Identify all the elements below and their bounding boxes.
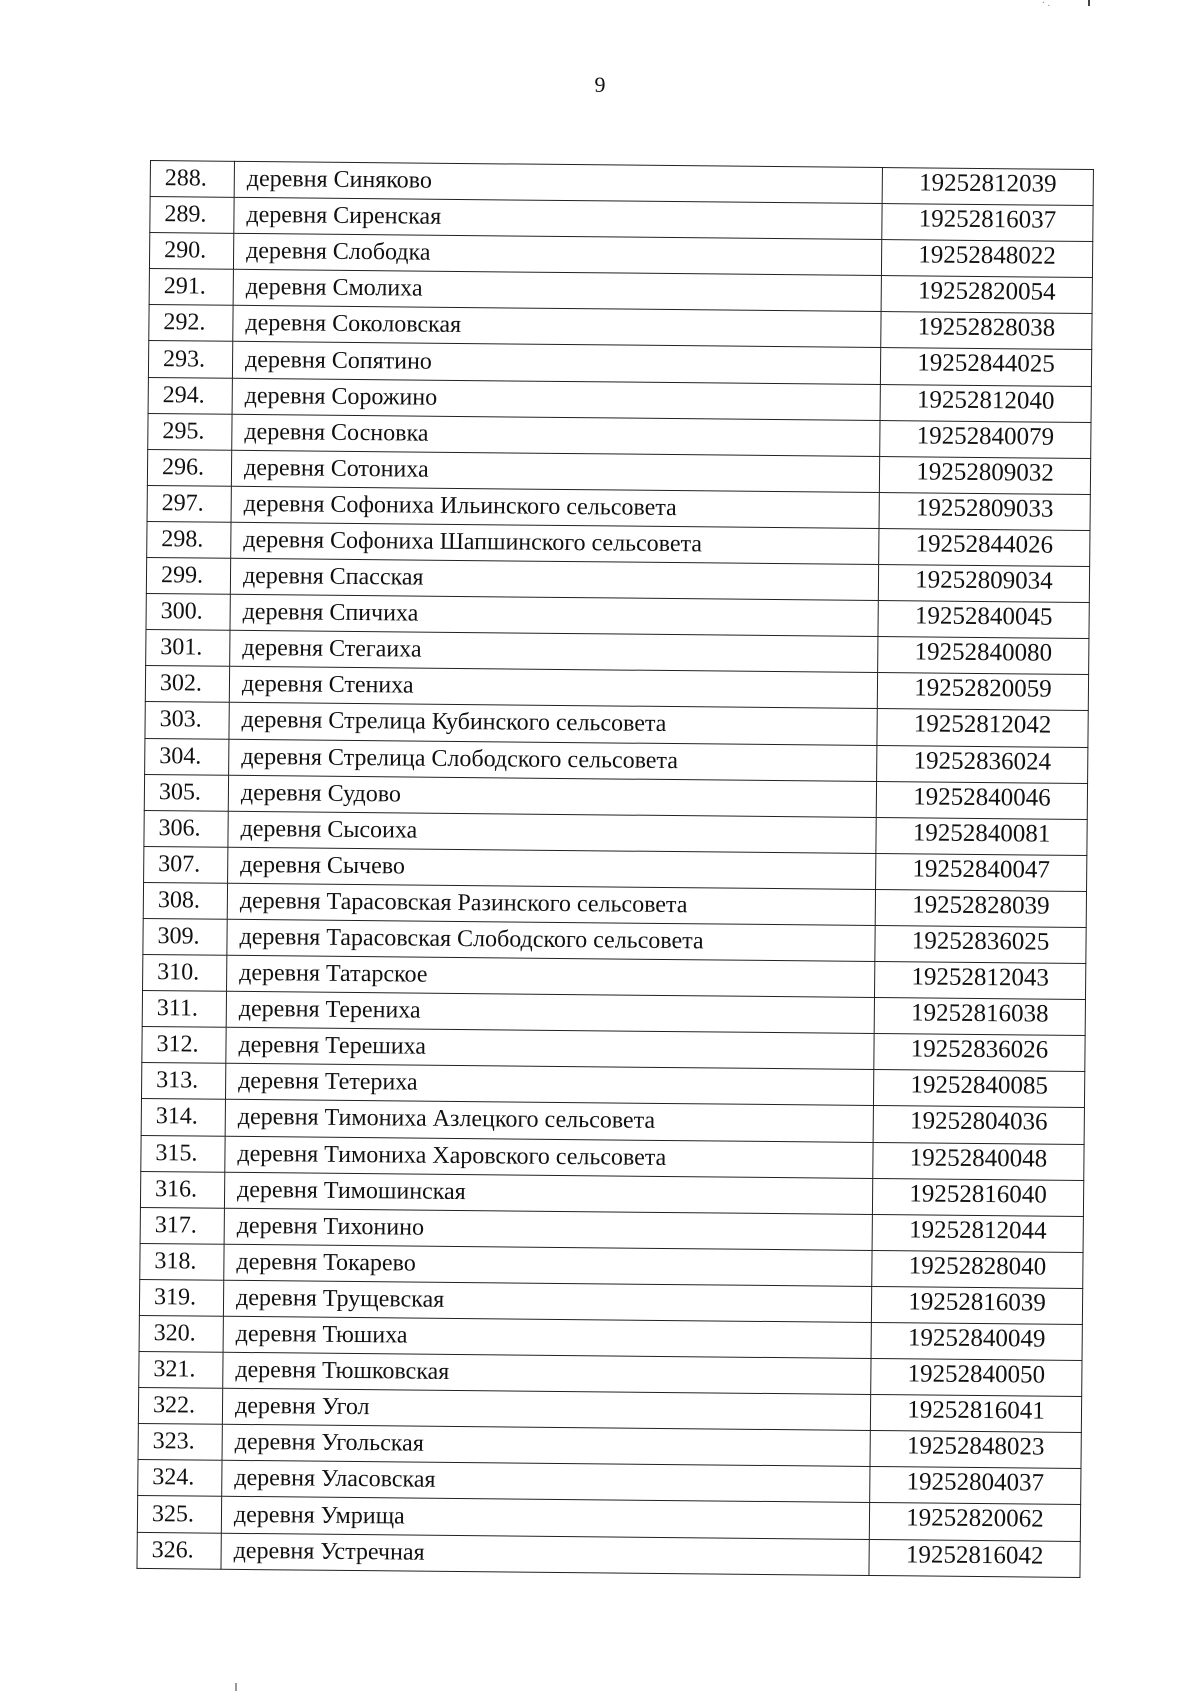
settlement-name: деревня Сысоиха — [228, 811, 876, 853]
row-number: 310. — [143, 955, 227, 992]
row-number: 290. — [149, 233, 233, 270]
row-number: 322. — [138, 1388, 222, 1425]
okato-code: 19252836026 — [874, 1034, 1085, 1072]
settlement-table — [136, 160, 1093, 1578]
row-number: 289. — [150, 197, 234, 234]
row-number: 293. — [148, 341, 232, 378]
settlement-name: деревня Стегаиха — [230, 631, 878, 673]
settlement-name: деревня Смолиха — [233, 270, 881, 312]
okato-code: 19252836024 — [877, 745, 1088, 783]
okato-code: 19252840081 — [876, 817, 1087, 855]
okato-code: 19252828040 — [872, 1250, 1083, 1288]
row-number: 325. — [137, 1496, 221, 1533]
okato-code: 19252848023 — [870, 1431, 1081, 1469]
row-number: 319. — [139, 1279, 223, 1316]
settlement-name: деревня Спичиха — [230, 594, 878, 636]
settlement-name: деревня Токарево — [224, 1244, 872, 1286]
row-number: 299. — [146, 558, 230, 595]
row-number: 302. — [145, 666, 229, 703]
okato-code: 19252816038 — [874, 998, 1085, 1036]
okato-code: 19252804036 — [873, 1106, 1084, 1144]
settlement-name: деревня Синяково — [234, 161, 882, 203]
okato-code: 19252816039 — [871, 1286, 1082, 1324]
settlement-name: деревня Тюшиха — [223, 1316, 871, 1358]
okato-code: 19252840049 — [871, 1322, 1082, 1360]
row-number: 298. — [147, 521, 231, 558]
settlement-name: деревня Соколовская — [233, 306, 881, 348]
okato-code: 19252840080 — [878, 637, 1089, 675]
okato-code: 19252840048 — [873, 1142, 1084, 1180]
settlement-name: деревня Устречная — [221, 1533, 869, 1575]
row-number: 305. — [144, 774, 228, 811]
row-number: 316. — [140, 1171, 224, 1208]
settlement-name: деревня Тюшковская — [223, 1352, 871, 1394]
row-number: 323. — [138, 1424, 222, 1461]
okato-code: 19252804037 — [870, 1467, 1081, 1505]
settlement-name: деревня Терешиха — [226, 1028, 874, 1070]
settlement-name: деревня Умрища — [221, 1497, 869, 1539]
okato-code: 19252844026 — [879, 528, 1090, 566]
okato-code: 19252812043 — [874, 962, 1085, 1000]
okato-code: 19252809034 — [878, 565, 1089, 603]
settlement-name: деревня Судово — [228, 775, 876, 817]
settlement-name: деревня Тарасовская Слободского сельсовета — [227, 919, 875, 961]
edge-mark — [1088, 0, 1090, 6]
row-number: 297. — [147, 485, 231, 522]
row-number: 306. — [144, 810, 228, 847]
row-number: 292. — [149, 305, 233, 342]
okato-code: 19252812044 — [872, 1214, 1083, 1252]
settlement-name: деревня Угол — [222, 1388, 870, 1430]
okato-code: 19252816041 — [870, 1395, 1081, 1433]
settlement-name: деревня Сосновка — [232, 414, 880, 456]
row-number: 311. — [142, 991, 226, 1028]
okato-code: 19252840079 — [880, 420, 1091, 458]
row-number: 324. — [138, 1460, 222, 1497]
okato-code: 19252809032 — [879, 456, 1090, 494]
row-number: 320. — [139, 1315, 223, 1352]
okato-code: 19252848022 — [881, 240, 1092, 278]
okato-code: 19252840047 — [876, 853, 1087, 891]
row-number: 315. — [141, 1135, 225, 1172]
okato-code: 19252836025 — [875, 925, 1086, 963]
okato-code: 19252816037 — [882, 204, 1093, 242]
table-row — [137, 1532, 1080, 1577]
settlement-name: деревня Трущевская — [223, 1280, 871, 1322]
row-number: 321. — [139, 1352, 223, 1389]
okato-code: 19252840046 — [876, 781, 1087, 819]
okato-code: 19252812042 — [877, 709, 1088, 747]
okato-code: 19252820054 — [881, 276, 1092, 314]
okato-code: 19252828038 — [881, 312, 1092, 350]
row-number: 307. — [144, 846, 228, 883]
settlement-name: деревня Уласовская — [222, 1461, 870, 1503]
settlement-name: деревня Спасская — [230, 558, 878, 600]
settlement-name: деревня Стениха — [229, 667, 877, 709]
settlement-name: деревня Софониха Шапшинского сельсовета — [231, 522, 879, 564]
row-number: 304. — [145, 738, 229, 775]
bottom-mark — [235, 1683, 237, 1691]
page-number: 9 — [594, 72, 606, 97]
row-number: 301. — [146, 630, 230, 667]
okato-code: 19252840045 — [878, 601, 1089, 639]
settlement-name: деревня Стрелица Кубинского сельсовета — [229, 703, 877, 745]
settlement-name: деревня Татарское — [227, 955, 875, 997]
row-number: 291. — [149, 269, 233, 306]
settlement-name: деревня Сорожино — [232, 378, 880, 420]
row-number: 300. — [146, 594, 230, 631]
row-number: 294. — [148, 377, 232, 414]
row-number: 317. — [140, 1207, 224, 1244]
settlement-name: деревня Терениха — [226, 991, 874, 1033]
row-number: 296. — [147, 449, 231, 486]
okato-code: 19252840085 — [873, 1070, 1084, 1108]
okato-code: 19252816042 — [869, 1539, 1080, 1577]
row-number: 313. — [141, 1063, 225, 1100]
row-number: 295. — [148, 413, 232, 450]
settlement-name: деревня Сопятино — [232, 342, 880, 384]
settlement-name: деревня Тимониха Азлецкого сельсовета — [225, 1100, 873, 1142]
okato-code: 19252809033 — [879, 492, 1090, 530]
okato-code: 19252812040 — [880, 384, 1091, 422]
settlement-name: деревня Тарасовская Разинского сельсовета — [227, 883, 875, 925]
settlement-name: деревня Тимониха Харовского сельсовета — [225, 1136, 873, 1178]
settlement-name: деревня Стрелица Слободского сельсовета — [229, 739, 877, 781]
settlement-name: деревня Тихонино — [224, 1208, 872, 1250]
okato-code: 19252840050 — [871, 1359, 1082, 1397]
row-number: 326. — [137, 1532, 221, 1569]
row-number: 288. — [150, 161, 234, 198]
okato-code: 19252844025 — [880, 348, 1091, 386]
settlement-name: деревня Софониха Ильинского сельсовета — [231, 486, 879, 528]
okato-code: 19252812039 — [882, 168, 1093, 206]
settlement-name: деревня Сотониха — [231, 450, 879, 492]
okato-code: 19252820062 — [869, 1503, 1080, 1541]
edge-dots: · . — [1041, 0, 1050, 9]
settlement-name: деревня Слободка — [233, 233, 881, 275]
settlement-name: деревня Угольская — [222, 1425, 870, 1467]
row-number: 303. — [145, 702, 229, 739]
settlement-table-body — [137, 161, 1093, 1578]
row-number: 308. — [143, 882, 227, 919]
okato-code: 19252816040 — [872, 1178, 1083, 1216]
settlement-name: деревня Тимошинская — [224, 1172, 872, 1214]
settlement-name: деревня Сычево — [228, 847, 876, 889]
settlement-name: деревня Тетериха — [225, 1064, 873, 1106]
row-number: 318. — [140, 1243, 224, 1280]
settlement-name: деревня Сиренская — [234, 197, 882, 239]
row-number: 309. — [143, 918, 227, 955]
row-number: 314. — [141, 1099, 225, 1136]
row-number: 312. — [142, 1027, 226, 1064]
okato-code: 19252820059 — [877, 673, 1088, 711]
okato-code: 19252828039 — [875, 889, 1086, 927]
